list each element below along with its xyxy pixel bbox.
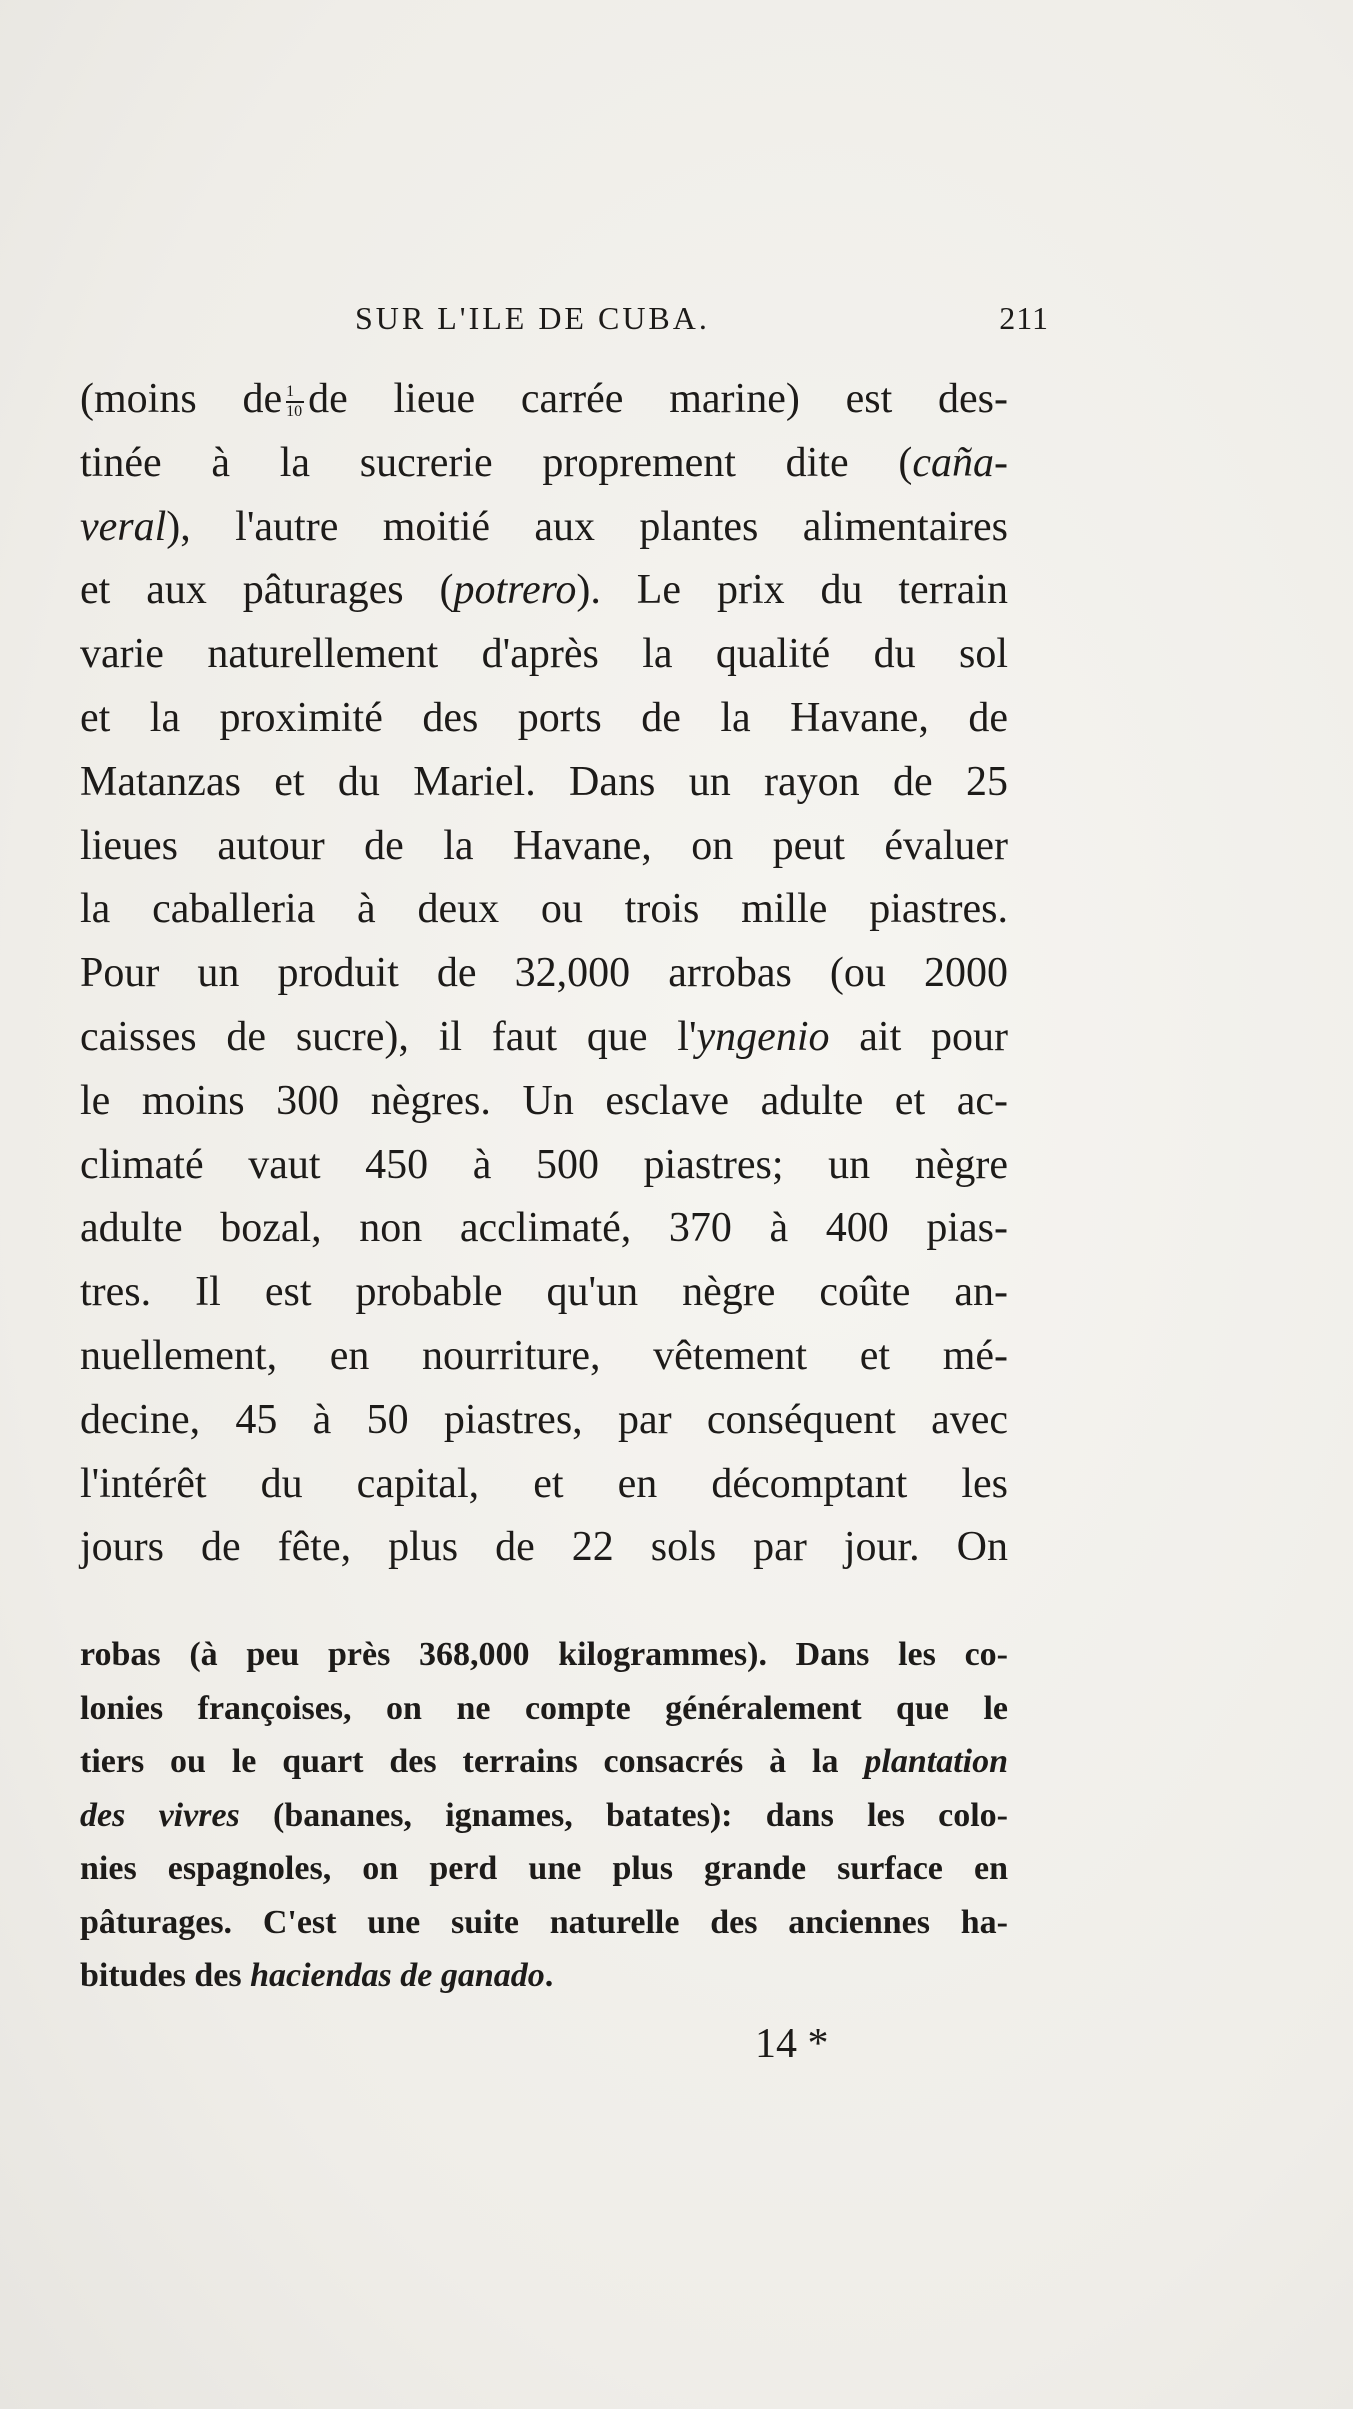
text-line: l'intérêt du capital, et en décomptant les (80, 1460, 1008, 1507)
footnote-line: pâturages. C'est une suite naturelle des anciennes ha- (80, 1903, 1008, 1941)
text-line: et la proximité des ports de la Havane, de (80, 694, 1008, 741)
text-line: tinée à la sucrerie proprement dite (caña- (80, 439, 1008, 486)
footnote-line: bitudes des haciendas de ganado. (80, 1957, 554, 1994)
text-line: varie naturellement d'après la qualité du sol (80, 631, 1008, 678)
running-title: SUR L'ILE DE CUBA. (355, 300, 710, 336)
text-line: adulte bozal, non acclimaté, 370 à 400 pias- (80, 1205, 1008, 1252)
text-line: nuellement, en nourriture, vêtement et mé- (80, 1332, 1008, 1379)
fraction: $\frac{1}{10}$ (286, 383, 303, 421)
text-line: et aux pâturages (potrero). Le prix du terrain (80, 567, 1008, 614)
text-line: veral), l'autre moitié aux plantes alimentaires (80, 503, 1008, 550)
footnote (80, 1628, 1008, 2003)
footnote-line: robas (à peu près 368,000 kilogrammes). Dans les co- (80, 1636, 1008, 1673)
text-line: jours de fête, plus de 22 sols par jour. On (80, 1524, 1008, 1571)
text-line: Pour un produit de 32,000 arrobas (ou 2000 (80, 950, 1008, 997)
footnote-line: nies espagnoles, on perd une plus grande surface en (80, 1850, 1008, 1887)
text-line: decine, 45 à 50 piastres, par conséquent avec (80, 1396, 1008, 1443)
text-line: (moins de $\frac{1}{10}$ de lieue carrée marine) est des- (80, 376, 1008, 422)
signature-mark: 14 * (755, 2021, 829, 2067)
text-line: le moins 300 nègres. Un esclave adulte et ac- (80, 1077, 1008, 1124)
text-line: tres. Il est probable qu'un nègre coûte an- (80, 1269, 1008, 1316)
page-header (355, 300, 1055, 350)
main-text (80, 368, 1008, 1580)
footnote-line: lonies françoises, on ne compte généralement que le (80, 1689, 1008, 1727)
text-line: lieues autour de la Havane, on peut évaluer (80, 822, 1008, 869)
footnote-line: des vivres (bananes, ignames, batates): dans les colo- (80, 1796, 1008, 1834)
text-line: caisses de sucre), il faut que l'yngenio ait pour (80, 1013, 1008, 1060)
page-number: 211 (999, 300, 1049, 336)
text-line: la caballeria à deux ou trois mille piastres. (80, 886, 1008, 933)
footnote-line: tiers ou le quart des terrains consacrés à la plantation (80, 1743, 1008, 1780)
text-line: Matanzas et du Mariel. Dans un rayon de 25 (80, 758, 1008, 805)
text-line: climaté vaut 450 à 500 piastres; un nègre (80, 1141, 1008, 1188)
